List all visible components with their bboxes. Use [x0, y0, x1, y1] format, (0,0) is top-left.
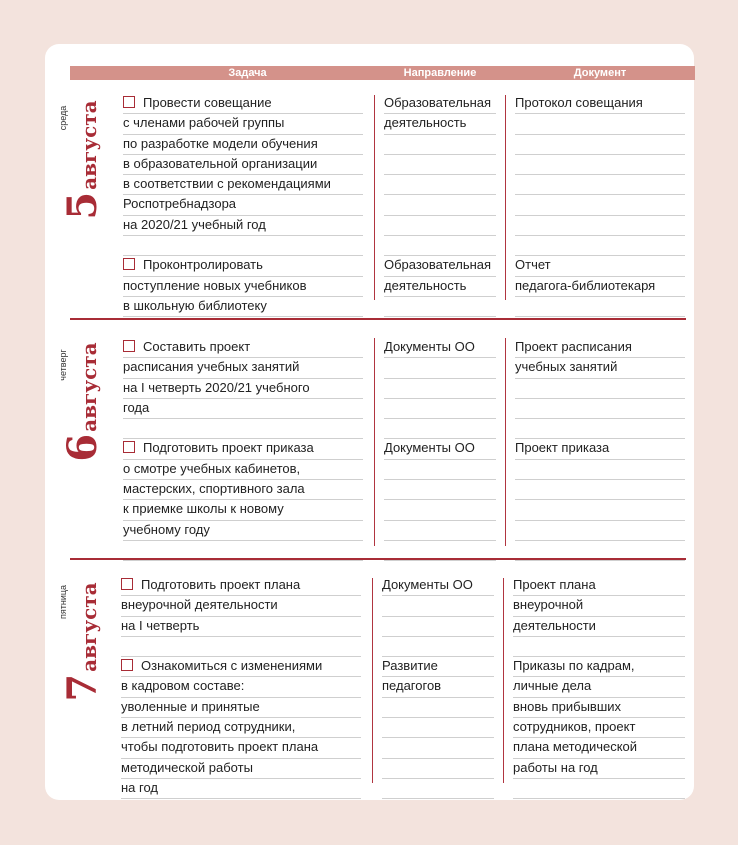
day-month: августа — [77, 582, 101, 672]
task-line: на I четверть — [121, 617, 361, 637]
task-line: в образовательной организации — [123, 155, 363, 175]
checkbox-icon[interactable] — [123, 441, 135, 453]
task-line — [121, 637, 361, 657]
task-line — [123, 419, 363, 439]
task-line: чтобы подготовить проект плана — [121, 738, 361, 758]
table-header — [70, 66, 695, 80]
task-line[interactable]: Провести совещание — [123, 94, 363, 114]
checkbox-icon[interactable] — [123, 340, 135, 352]
task-line[interactable]: Подготовить проект плана — [121, 576, 361, 596]
column-divider — [374, 338, 375, 546]
direction-column: Документы ОО Документы ОО — [384, 338, 496, 561]
task-column — [123, 338, 363, 561]
column-divider — [505, 95, 506, 300]
day-number: 7 — [59, 673, 106, 702]
task-line: к приемке школы к новому — [123, 500, 363, 520]
header-task: Задача — [228, 67, 267, 79]
direction-column: Документы ОО Развитие педагогов — [382, 576, 494, 799]
column-divider — [374, 95, 375, 300]
task-line: с членами рабочей группы — [123, 114, 363, 134]
day-date — [59, 327, 107, 477]
task-line: методической работы — [121, 759, 361, 779]
document-column: Протокол совещания Отчет педагога-библиотекаря — [515, 94, 685, 317]
document-column: Проект расписания учебных занятий Проект приказа — [515, 338, 685, 561]
column-divider — [372, 578, 373, 783]
checkbox-icon[interactable] — [121, 659, 133, 671]
day-month: августа — [77, 100, 101, 190]
weekday-label: среда — [58, 105, 68, 131]
day-divider — [70, 318, 686, 320]
task-line[interactable]: Подготовить проект приказа — [123, 439, 363, 459]
task-line: мастерских, спортивного зала — [123, 480, 363, 500]
weekday-label: пятница — [58, 584, 68, 620]
task-line: в летний период сотрудники, — [121, 718, 361, 738]
task-line — [123, 236, 363, 256]
task-column — [123, 94, 363, 317]
day-date — [59, 567, 107, 717]
task-line: в кадровом составе: — [121, 677, 361, 697]
day-number: 6 — [59, 433, 106, 462]
task-line: в соответствии с рекомендациями — [123, 175, 363, 195]
checkbox-icon[interactable] — [123, 96, 135, 108]
task-column — [121, 576, 361, 799]
task-line: на год — [121, 779, 361, 799]
task-line: уволенные и принятые — [121, 698, 361, 718]
task-line: о смотре учебных кабинетов, — [123, 460, 363, 480]
day-date — [59, 85, 107, 235]
direction-column: Образовательная деятельность Образовательная деятельность — [384, 94, 496, 317]
task-line: Роспотребнадзора — [123, 195, 363, 215]
day-divider — [70, 558, 686, 560]
header-direction: Направление — [403, 67, 477, 79]
task-line: в школьную библиотеку — [123, 297, 363, 317]
column-divider — [505, 338, 506, 546]
task-line: по разработке модели обучения — [123, 135, 363, 155]
task-line[interactable]: Составить проект — [123, 338, 363, 358]
task-line: поступление новых учебников — [123, 277, 363, 297]
task-line[interactable]: Проконтролировать — [123, 256, 363, 276]
task-line: расписания учебных занятий — [123, 358, 363, 378]
header-document: Документ — [573, 67, 627, 79]
task-line: на I четверть 2020/21 учебного — [123, 379, 363, 399]
task-line: года — [123, 399, 363, 419]
day-month: августа — [77, 342, 101, 432]
document-column: Проект плана внеурочной деятельности Приказы по кадрам, личные дела вновь прибывших сотрудников, проект плана методической работы на год — [513, 576, 685, 799]
task-line: внеурочной деятельности — [121, 596, 361, 616]
checkbox-icon[interactable] — [121, 578, 133, 590]
weekday-label: четверг — [58, 349, 68, 381]
task-line: учебному году — [123, 521, 363, 541]
checkbox-icon[interactable] — [123, 258, 135, 270]
task-line: на 2020/21 учебный год — [123, 216, 363, 236]
day-number: 5 — [59, 191, 106, 220]
column-divider — [503, 578, 504, 783]
task-line[interactable]: Ознакомиться с изменениями — [121, 657, 361, 677]
